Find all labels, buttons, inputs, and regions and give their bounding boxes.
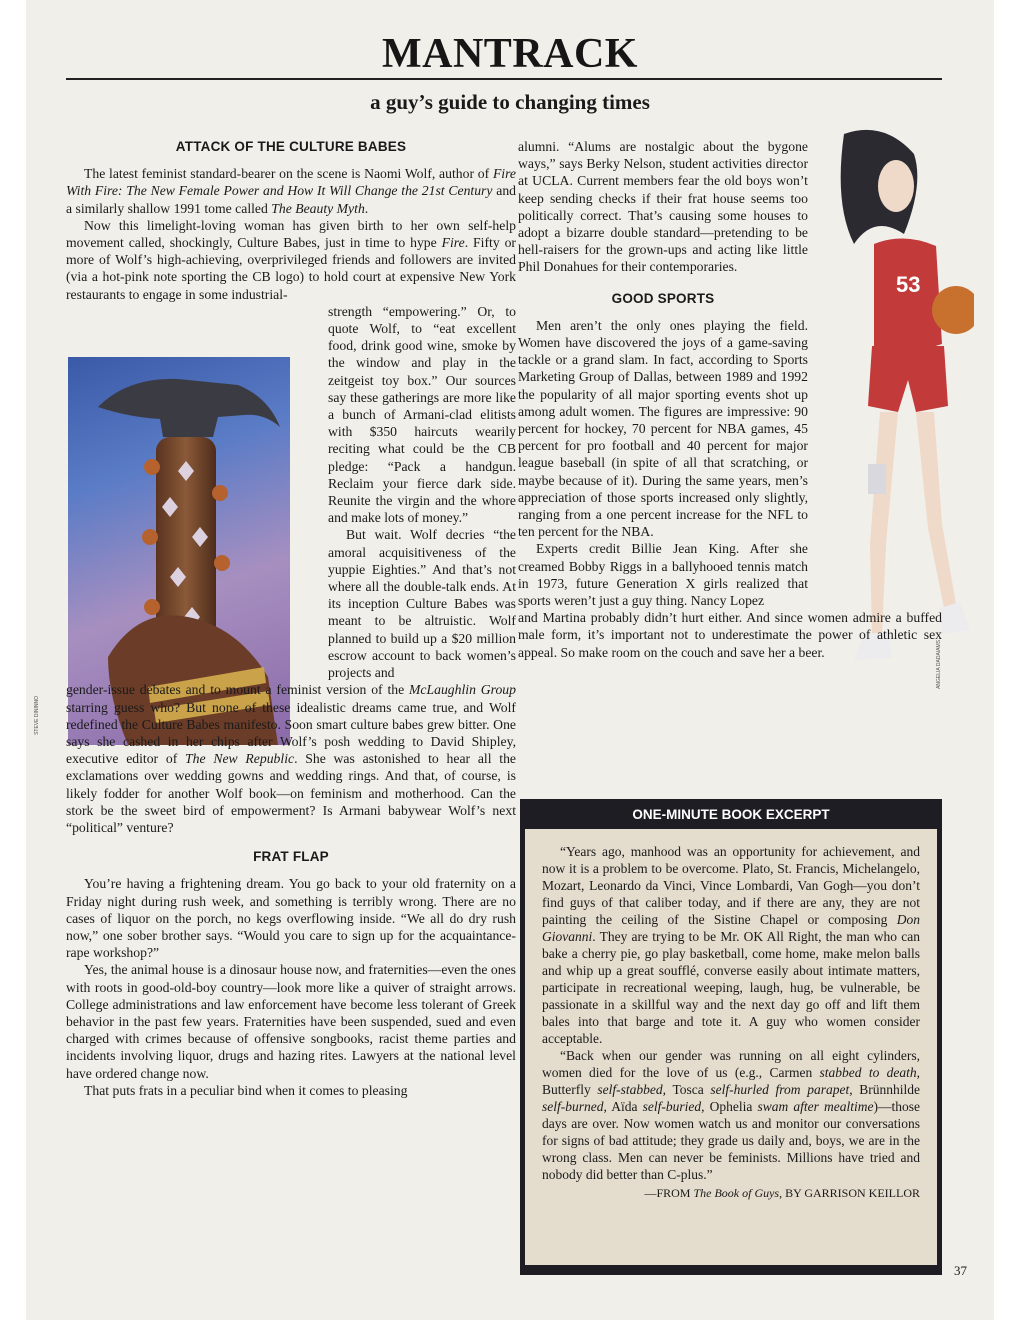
masthead-rule xyxy=(66,78,942,80)
culture-babes-paragraph: gender-issue debates and to mount a feminist version of the McLaughlin Group starring guess who? But none of these idealistic dreams came true, and Wolf redefined the Culture Babes manifesto. Soon smart culture babes grew bitter. One says she cashed in her chips after Wolf’s posh wedding to David Shipley, executive editor of The New Republic. She was astonished to hear all the exclamations over wedding gowns and wedding rings. And that, of course, is likely fodder for another Wolf book—on feminism and motherhood. Can the stork be the sweet bird of empowerment? Is Armani babywear Wolf’s next “political” venture? xyxy=(66,682,516,835)
frat-flap-paragraph: You’re having a frightening dream. You go back to your old fraternity on a Friday night during rush week, and something is terribly wrong. There are no cases of liquor on the porch, no kegs overflowing inside. “We all do dry rush now,” one sober brother says. “Would you care to sign up for the acquaintance-rape workshop?” xyxy=(66,876,516,961)
frat-flap-paragraph: Yes, the animal house is a dinosaur house now, and fraternities—even the ones with roots in good-old-boy country—look more like a quiver of straight arrows. College administrations and law enforcement have become less tolerant of Greek behavior in the past few years. Fraternities have been suspended, sued and even charged with crimes because of offensive songbooks, racist theme parties and incidents involving liquor, drugs and hazing rites. Lawyers at the national level have ordered change now. xyxy=(66,962,516,1081)
culture-babes-paragraph: Now this limelight-loving woman has given birth to her own self-help movement called, shockingly, Culture Babes, just in time to hype Fire. Fifty or more of Wolf’s high-achieving, overprivileged friends and followers are invited (via a hot-pink note sporting the CB logo) to hold court at expensive New York restaurants to engage in some industrial- xyxy=(66,217,516,302)
figure-credit: ANGELIA DADAIAMS xyxy=(936,640,942,689)
good-sports-heading: GOOD SPORTS xyxy=(611,290,715,306)
frat-flap-heading: FRAT FLAP xyxy=(253,849,329,865)
page-number: 37 xyxy=(954,1263,967,1278)
culture-babes-paragraph: strength “empowering.” Or, to quote Wolf, to “eat excellent food, drink good wine, smoke by the window and play in the zeitgeist toy box.” Our sources say these gatherings are more like a bunch of Armani-clad elitists with $350 haircuts wearily reciting what could be the CB pledge: “Pack a handgun. Reclaim your fierce dark side. Reunite the virgin and the whore and make lots of money.” xyxy=(328,303,516,526)
culture-babes-paragraph: But wait. Wolf decries “the amoral acquisitiveness of the yuppie Eighties.” And that’s not where all the double-talk ends. At its inception Culture Babes was meant to be altruistic. Wolf planned to build up a $20 million escrow account to back women’s projects and xyxy=(328,527,516,681)
culture-babes-paragraph: The latest feminist standard-bearer on the scene is Naomi Wolf, author of Fire With Fire: The New Female Power and How It Will Change the 21st Century and a similarly shallow 1991 tome called The Beauty Myth. xyxy=(66,166,517,216)
excerpt-body xyxy=(525,829,937,1265)
excerpt-heading: ONE-MINUTE BOOK EXCERPT xyxy=(632,807,830,822)
masthead: MANTRACK xyxy=(382,31,638,77)
wrapped-text xyxy=(518,138,808,609)
hammer-credit: STEVE DININNO xyxy=(34,696,40,735)
jersey-number: 53 xyxy=(896,272,921,297)
good-sports-paragraph: Experts credit Billie Jean King. After she creamed Bobby Riggs in a ballyhooed tennis match in 1973, future Generation X girls realized that sports weren’t just a guy thing. Nancy Lopez xyxy=(518,541,808,609)
good-sports-paragraph: Men aren’t the only ones playing the field. Women have discovered the joys of a game-saving tackle or a grand slam. In fact, according to Sports Marketing Group of Dallas, between 1989 and 1992 the popularity of all major sporting events shot up among adult women. The figures are impressive: 90 percent for hockey, 70 percent for NBA games, 45 percent for pro football and 40 percent for major league baseball (in spite of all that scratching, or maybe because of it). During the same years, men’s appreciation of those sports increased only slightly, ranging from a one percent increase for the NFL to ten percent for the NBA. xyxy=(518,317,808,540)
excerpt-paragraph: “Years ago, manhood was an opportunity for achievement, and now it is a problem to be overcome. Plato, St. Francis, Michelangelo, Mozart, Leonardo da Vinci, Vince Lombardi, Van Gogh—you don’t find guys of that caliber today, and if there are any, they are not painting the ceiling of the Sistine Chapel or composing Don Giovanni. They are trying to be Mr. OK All Right, the man who can bake a cherry pie, go play basketball, come home, make melon balls and whip up a great soufflé, converse easily about intimate matters, participate in recreational weeping, laugh, hug, be vulnerable, be passionate in a skillful way and the next day go off and lift them bales into that barge and tote it. A guy who women consider acceptable. xyxy=(542,844,920,1046)
excerpt-paragraph: “Back when our gender was running on all eight cylinders, women died for the love of us (e.g., Carmen stabbed to death, Butterfly self-stabbed, Tosca self-hurled from parapet, Brünnhilde self-burned, Aïda self-buried, Ophelia swam after mealtime)—those days are over. Now women watch us and monitor our conversations for signs of bad attitude; they grade us daily and, boys, we are in the wrong class. Men can never be feminists. Millions have tried and nobody did better than C-plus.” xyxy=(542,1048,920,1182)
left-column xyxy=(66,138,516,1099)
book-excerpt-box xyxy=(520,799,942,1275)
frat-flap-paragraph: That puts frats in a peculiar bind when it comes to pleasing xyxy=(84,1082,408,1098)
right-column xyxy=(518,138,942,661)
excerpt-attribution: —FROM The Book of Guys, BY GARRISON KEILLOR xyxy=(644,1186,920,1200)
frat-flap-continued: alumni. “Alums are nostalgic about the bygone ways,” says Berky Nelson, student activities director at UCLA. Current members fear the old boys won’t keep sending checks if their frat house seems too politically correct. That’s causing some houses to adopt a bizarre double standard—pretending to be hell-raisers for the grown-ups and acting like little Phil Donahues for their contemporaries. xyxy=(518,139,808,275)
subtitle: a guy’s guide to changing times xyxy=(370,90,650,114)
wrapped-text xyxy=(328,303,516,681)
good-sports-paragraph: and Martina probably didn’t hurt either. And since women admire a buffed male form, it’s important not to underestimate the power of athletic sex appeal. So make room on the couch and save her a beer. xyxy=(518,610,942,660)
culture-babes-heading: ATTACK OF THE CULTURE BABES xyxy=(175,139,407,154)
magazine-page xyxy=(26,0,994,1320)
